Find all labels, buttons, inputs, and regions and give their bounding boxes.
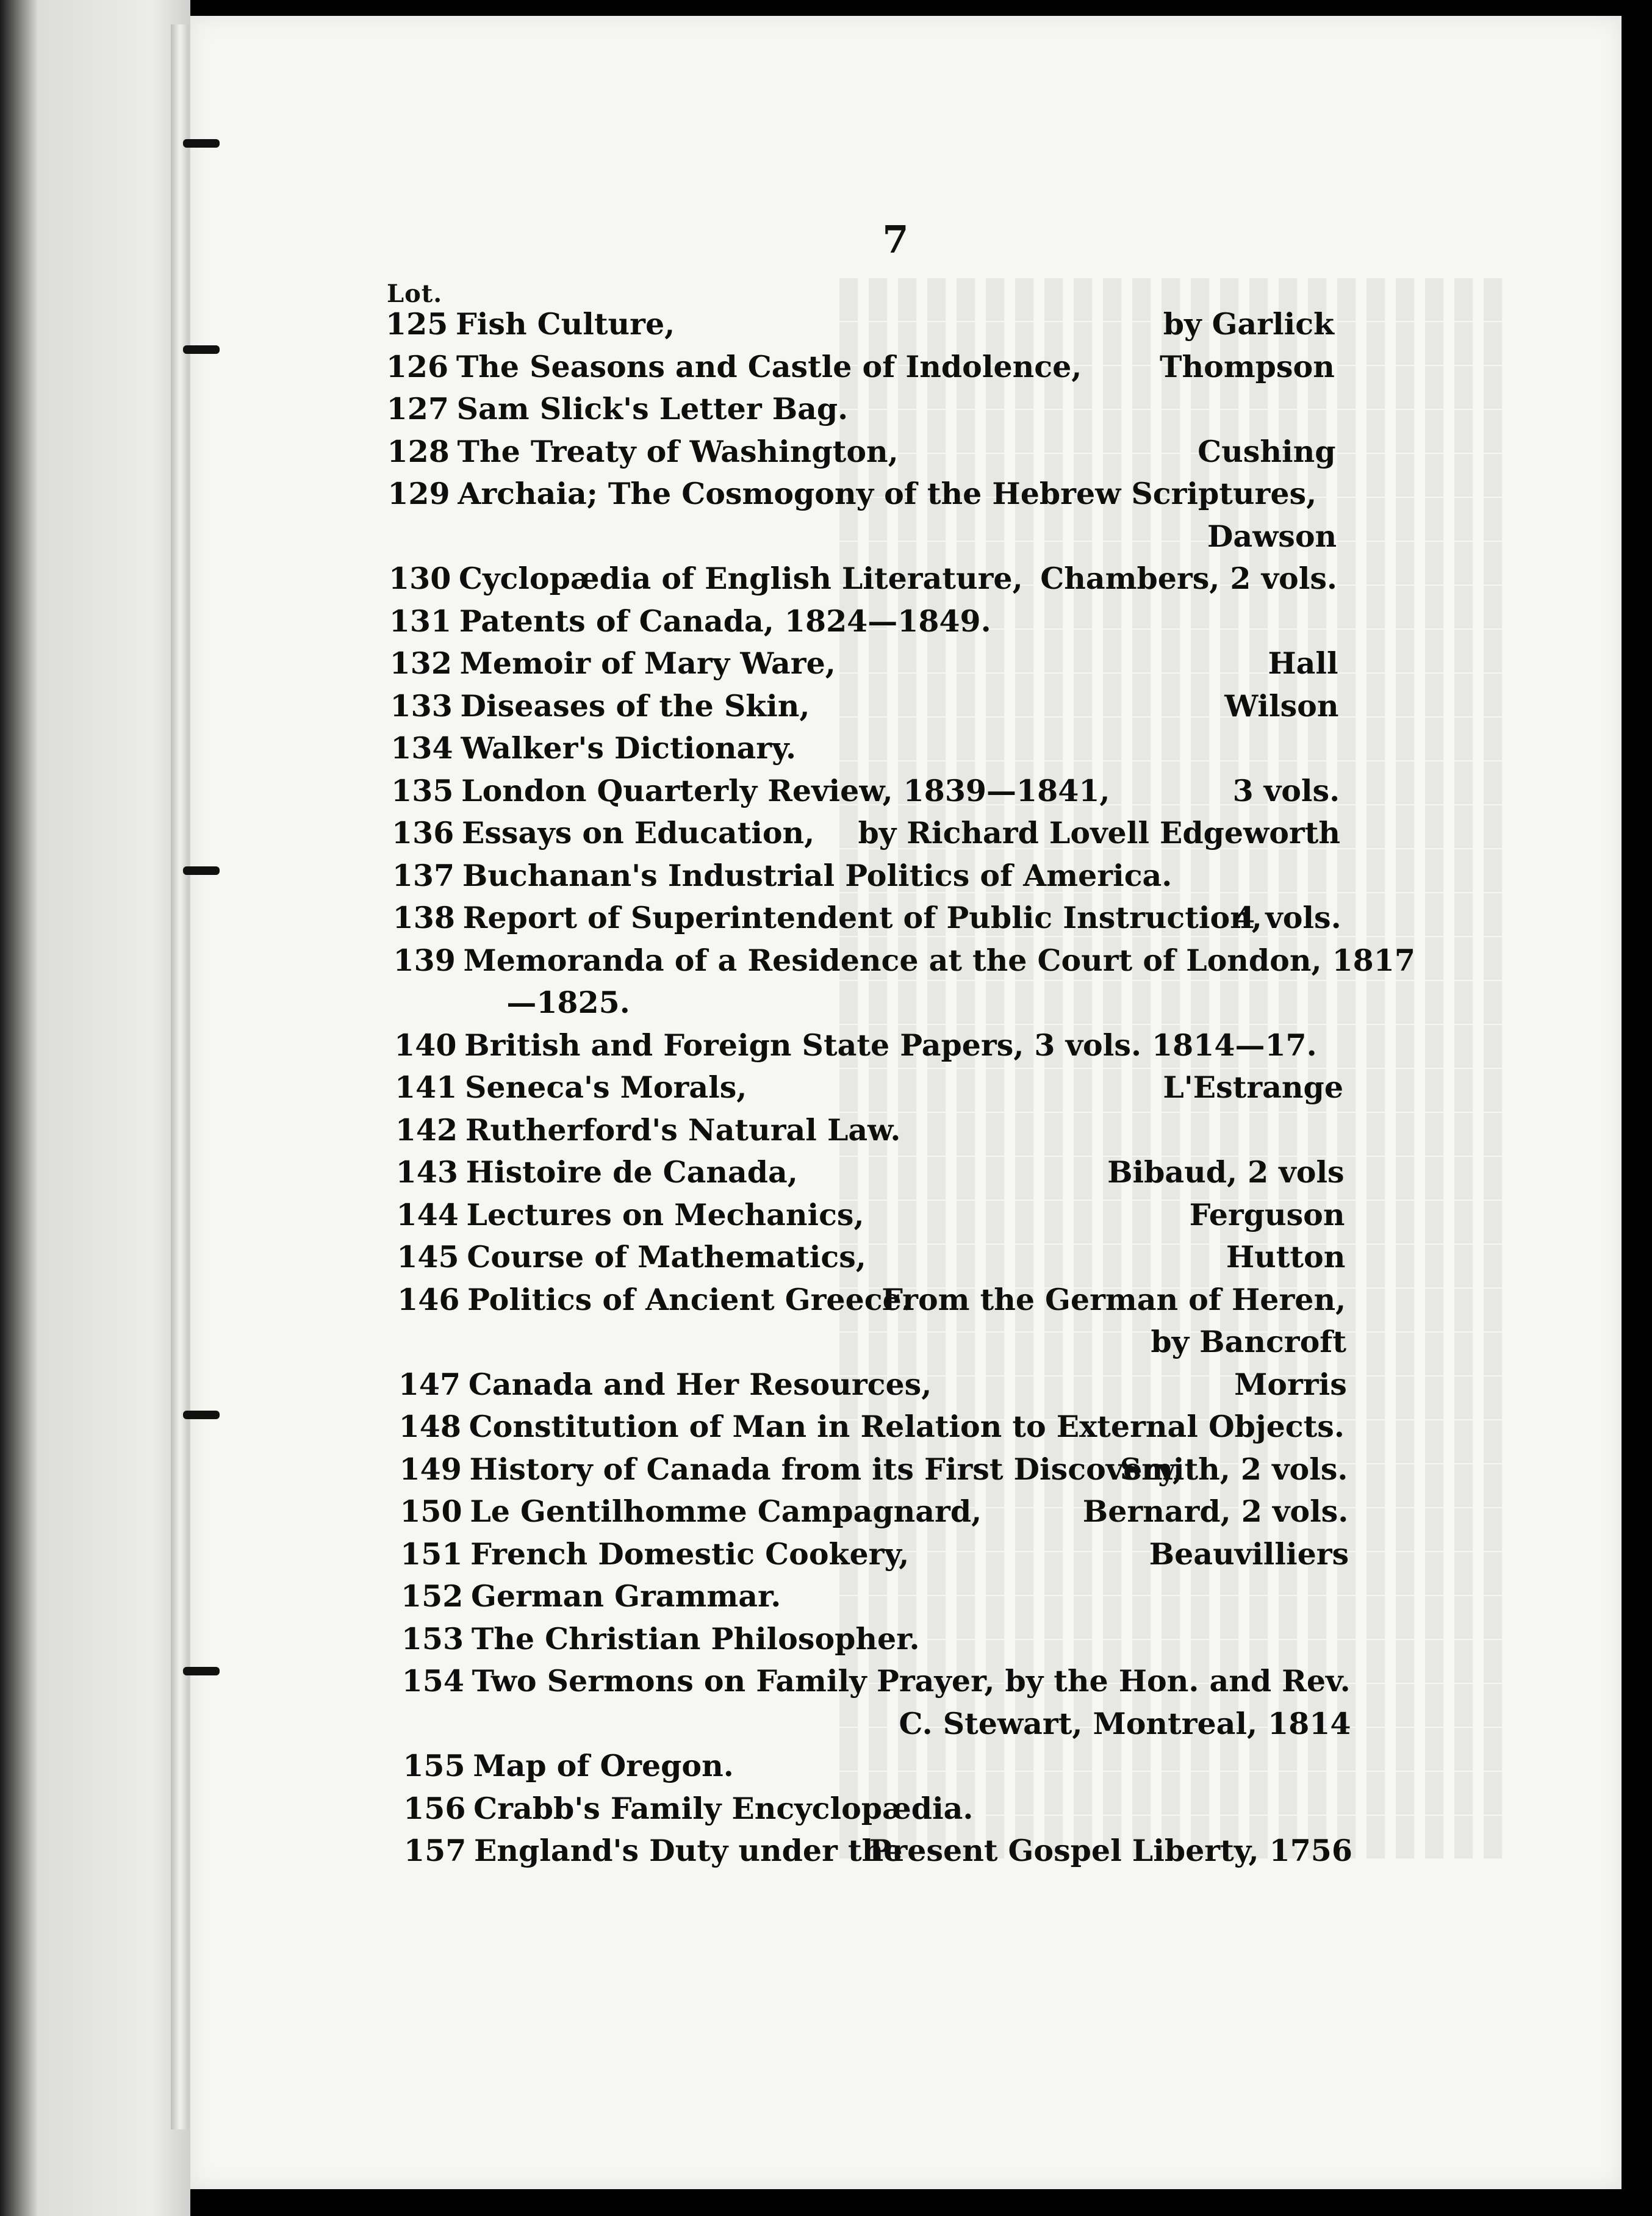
lot-title: Lectures on Mechanics, (466, 1196, 864, 1232)
lot-entry (389, 601, 1338, 641)
lot-author: 4 vols. (1234, 900, 1341, 935)
left-page-edge (0, 0, 190, 2216)
lot-number: 157 (404, 1833, 467, 1868)
lot-number: 128 (387, 433, 450, 469)
lot-entry-continuation (403, 1703, 1351, 1744)
lot-number: 147 (398, 1366, 461, 1402)
lot-title: Memoir of Mary Ware, (459, 646, 836, 681)
lot-author: Wilson (1224, 688, 1339, 724)
lot-number: 144 (396, 1196, 459, 1232)
lot-continuation: by Bancroft (1151, 1324, 1346, 1359)
lot-title: German Grammar. (471, 1578, 781, 1614)
lot-title: Seneca's Morals, (465, 1070, 747, 1105)
lot-continuation: C. Stewart, Montreal, 1814 (899, 1705, 1351, 1741)
lot-number: 127 (386, 391, 449, 426)
lot-title: The Seasons and Castle of Indolence, (456, 348, 1082, 384)
lot-author: Hall (1268, 646, 1338, 681)
lot-column-heading: Lot. (387, 279, 443, 308)
lot-entry (401, 1576, 1349, 1616)
lot-entry (396, 1152, 1345, 1192)
lot-author: Bernard, 2 vols. (1082, 1494, 1349, 1529)
lot-entry (395, 1110, 1344, 1150)
lot-number: 140 (394, 1027, 457, 1063)
lot-entry-continuation (398, 1322, 1346, 1362)
lot-number: 155 (403, 1748, 465, 1783)
lot-entry (403, 1746, 1351, 1786)
lot-author: From the German of Heren, (882, 1281, 1346, 1317)
lot-title: Constitution of Man in Relation to External Objects. (469, 1409, 1345, 1444)
lot-number: 130 (389, 561, 451, 596)
lot-number: 131 (389, 603, 452, 639)
lot-title: The Christian Philosopher. (471, 1621, 920, 1657)
lot-entry (397, 1195, 1345, 1235)
lot-entry (390, 686, 1339, 726)
lot-title: The Treaty of Washington, (457, 433, 899, 469)
lot-number: 154 (401, 1663, 464, 1699)
lot-title: Le Gentilhomme Campagnard, (470, 1494, 982, 1529)
lot-title: Course of Mathematics, (467, 1239, 866, 1275)
lot-title: Buchanan's Industrial Politics of America. (462, 857, 1173, 893)
lot-number: 137 (392, 857, 455, 893)
lot-title: History of Canada from its First Discovery, (469, 1451, 1183, 1487)
lot-title: England's Duty under the (474, 1833, 903, 1868)
lot-title: Archaia; The Cosmogony of the Hebrew Scriptures, (458, 476, 1317, 511)
lot-entry (395, 1067, 1343, 1107)
lot-number: 149 (399, 1451, 462, 1487)
binding-stitch (183, 1411, 220, 1419)
lot-entry (386, 347, 1335, 387)
lot-entry (389, 558, 1337, 599)
lot-entry (397, 1279, 1346, 1320)
lot-title: Fish Culture, (456, 306, 675, 342)
lot-continuation: —1825. (506, 985, 630, 1020)
binding-stitch (183, 866, 220, 875)
lot-author: Present Gospel Liberty, 1756 (869, 1833, 1352, 1868)
lot-number: 148 (398, 1409, 461, 1444)
lot-number: 151 (400, 1536, 463, 1572)
binding-stitch (183, 139, 220, 148)
lot-number: 125 (386, 306, 448, 342)
lot-entry (390, 643, 1338, 683)
lot-title: French Domestic Cookery, (470, 1536, 910, 1572)
lot-title: Diseases of the Skin, (460, 688, 810, 724)
lot-number: 153 (401, 1621, 464, 1657)
lot-number: 139 (393, 942, 456, 978)
lot-entry-continuation (388, 516, 1337, 556)
lot-entry (391, 771, 1340, 811)
lot-author: Prayer, by the Hon. and Rev. (877, 1663, 1351, 1699)
lot-title: Histoire de Canada, (465, 1154, 798, 1190)
lot-number: 135 (391, 772, 454, 808)
lot-entry (399, 1406, 1348, 1447)
lot-title: Two Sermons on Family (472, 1663, 867, 1699)
lot-number: 141 (395, 1070, 458, 1105)
lot-author: by Garlick (1163, 306, 1334, 342)
lot-author: 3 vols. (1232, 772, 1340, 808)
lot-entry-continuation (393, 982, 1342, 1023)
lot-title: Memoranda of a Residence at the Court of London, 1817 (463, 942, 1415, 978)
lot-author: L'Estrange (1163, 1070, 1343, 1105)
lot-entry (400, 1491, 1348, 1531)
lot-entry (393, 898, 1341, 938)
lot-title: Politics of Ancient Greece. (467, 1281, 912, 1317)
lot-entry (397, 1237, 1345, 1277)
lot-title: Essays on Education, (462, 815, 815, 851)
lot-author: Beauvilliers (1149, 1536, 1349, 1572)
lot-entry (404, 1830, 1352, 1871)
lot-entry (387, 431, 1336, 472)
lot-entry (402, 1661, 1351, 1701)
lot-number: 145 (397, 1239, 459, 1275)
lot-author: Hutton (1226, 1239, 1346, 1275)
lot-entry (390, 728, 1339, 768)
lot-author: Bibaud, 2 vols (1107, 1154, 1345, 1190)
lot-author: Cushing (1198, 433, 1336, 469)
lot-number: 150 (400, 1494, 462, 1529)
lot-continuation: Dawson (1207, 518, 1337, 554)
binding-stitch (183, 1667, 220, 1675)
book-page (190, 16, 1621, 2189)
lot-entry (403, 1788, 1352, 1829)
lot-author: Morris (1234, 1366, 1347, 1402)
lot-number: 142 (395, 1112, 458, 1148)
binding-stitch (183, 345, 220, 354)
lot-title: Cyclopædia of English Literature, (459, 561, 1023, 596)
lot-entry (398, 1364, 1347, 1405)
lot-entry (392, 813, 1340, 853)
lot-entry (393, 940, 1415, 980)
lot-number: 129 (387, 476, 450, 511)
lot-author: Ferguson (1189, 1196, 1345, 1232)
lot-title: Walker's Dictionary. (461, 730, 797, 766)
lot-entry (400, 1449, 1348, 1489)
lot-author: by Richard Lovell Edgeworth (858, 815, 1340, 851)
lot-number: 156 (403, 1790, 466, 1826)
lot-entry (394, 1025, 1343, 1065)
lot-number: 138 (392, 900, 455, 935)
lot-title: Sam Slick's Letter Bag. (456, 391, 849, 426)
lot-title: Map of Oregon. (473, 1748, 734, 1783)
lot-entry (386, 304, 1334, 344)
lot-entry (387, 473, 1336, 514)
lot-number: 126 (386, 348, 449, 384)
lot-title: Patents of Canada, 1824—1849. (459, 603, 991, 639)
lot-number: 134 (390, 730, 453, 766)
lot-number: 136 (392, 815, 454, 851)
page-number: 7 (882, 217, 909, 262)
lot-number: 132 (389, 646, 452, 681)
lot-title: Canada and Her Resources, (468, 1366, 932, 1402)
lot-number: 133 (390, 688, 453, 724)
lot-title: London Quarterly Review, 1839—1841, (461, 772, 1110, 808)
lot-title: British and Foreign State Papers, 3 vols. 1814—17. (464, 1027, 1317, 1063)
lot-entry (400, 1534, 1349, 1574)
lot-entry (392, 855, 1341, 896)
lot-author: Thompson (1160, 348, 1335, 384)
lot-author: Smith, 2 vols. (1119, 1451, 1348, 1487)
lot-number: 146 (397, 1281, 460, 1317)
lot-entry (401, 1619, 1350, 1659)
lot-title: Rutherford's Natural Law. (465, 1112, 901, 1148)
lot-number: 143 (395, 1154, 458, 1190)
lot-title: Crabb's Family Encyclopædia. (473, 1790, 974, 1826)
lot-entry (387, 389, 1335, 429)
lot-author: Chambers, 2 vols. (1040, 561, 1337, 596)
lot-number: 152 (401, 1578, 464, 1614)
lot-title: Report of Superintendent of Public Instruction, (462, 900, 1262, 935)
binding-spine (171, 24, 189, 2129)
